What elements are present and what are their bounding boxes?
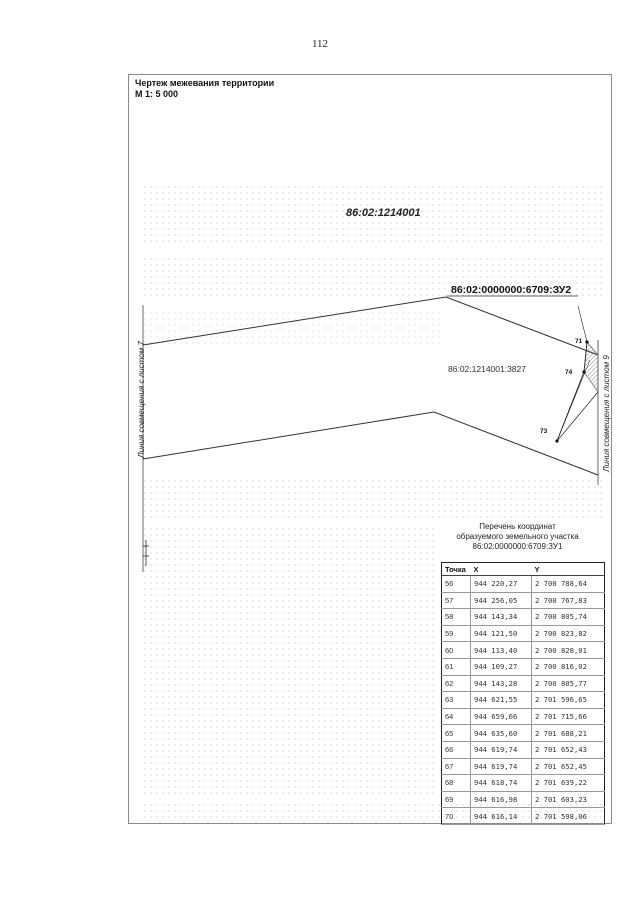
table-row xyxy=(442,576,605,593)
table-row xyxy=(442,775,605,792)
cell-point: 63 xyxy=(442,692,471,709)
cell-x: 944 616,14 xyxy=(471,808,532,825)
cell-y: 2 701 652,43 xyxy=(532,741,605,758)
cell-x: 944 113,40 xyxy=(471,642,532,659)
existing-parcel-label: 86:02:1214001:3827 xyxy=(448,364,526,374)
cell-y: 2 700 805,74 xyxy=(532,609,605,626)
cell-point: 60 xyxy=(442,642,471,659)
cell-y: 2 700 828,01 xyxy=(532,642,605,659)
cell-y: 2 701 715,66 xyxy=(532,708,605,725)
cell-x: 944 635,60 xyxy=(471,725,532,742)
page-number: 112 xyxy=(311,38,329,50)
caption-line-3: 86:02:0000000:6709:ЗУ1 xyxy=(472,542,563,551)
header-point: Точка xyxy=(442,563,471,576)
cell-point: 56 xyxy=(442,576,471,593)
cell-x: 944 143,28 xyxy=(471,675,532,692)
cell-y: 2 700 767,83 xyxy=(532,592,605,609)
cell-x: 944 619,74 xyxy=(471,758,532,775)
lower-boundary-line xyxy=(143,412,598,475)
cell-y: 2 701 639,22 xyxy=(532,775,605,792)
header-x: X xyxy=(471,563,532,576)
table-header-row xyxy=(442,563,605,576)
coordinates-caption xyxy=(430,522,605,552)
cell-point: 58 xyxy=(442,609,471,626)
cell-point: 62 xyxy=(442,675,471,692)
table-row xyxy=(442,808,605,825)
cell-y: 2 701 603,23 xyxy=(532,791,605,808)
point-74-marker xyxy=(582,370,585,373)
cell-x: 944 618,74 xyxy=(471,775,532,792)
survey-points xyxy=(555,340,588,442)
point-73-marker xyxy=(555,439,558,442)
point-73-label: 73 xyxy=(540,428,548,435)
right-sheet-line-label: Линия совмещения с листом 9 xyxy=(601,355,611,472)
quarter-number-label: 86:02:1214001 xyxy=(346,207,421,219)
table-row xyxy=(442,609,605,626)
table-row xyxy=(442,692,605,709)
table-row xyxy=(442,592,605,609)
point-74-label: 74 xyxy=(565,369,573,376)
cell-point: 69 xyxy=(442,791,471,808)
title-line-1: Чертеж межевания территории xyxy=(135,78,275,88)
cell-point: 57 xyxy=(442,592,471,609)
cell-point: 61 xyxy=(442,658,471,675)
coordinates-table xyxy=(441,562,605,825)
left-sheet-line-label: Линия совмещения с листом 7 xyxy=(136,341,146,458)
point-71-label: 71 xyxy=(575,338,583,345)
new-parcel-label: 86:02:0000000:6709:ЗУ2 xyxy=(451,284,572,296)
cell-point: 59 xyxy=(442,625,471,642)
cell-y: 2 701 598,06 xyxy=(532,808,605,825)
table-row xyxy=(442,658,605,675)
table-row xyxy=(442,642,605,659)
cell-y: 2 700 805,77 xyxy=(532,675,605,692)
cell-y: 2 701 688,21 xyxy=(532,725,605,742)
cell-point: 67 xyxy=(442,758,471,775)
cell-x: 944 121,50 xyxy=(471,625,532,642)
table-row xyxy=(442,708,605,725)
cell-x: 944 109,27 xyxy=(471,658,532,675)
table-row xyxy=(442,791,605,808)
caption-line-2: образуемого земельного участка xyxy=(456,532,579,541)
cell-y: 2 700 816,02 xyxy=(532,658,605,675)
cell-y: 2 700 788,64 xyxy=(532,576,605,593)
cell-point: 65 xyxy=(442,725,471,742)
cell-y: 2 701 596,65 xyxy=(532,692,605,709)
header-y: Y xyxy=(532,563,605,576)
cell-y: 2 701 652,45 xyxy=(532,758,605,775)
cell-point: 68 xyxy=(442,775,471,792)
cell-y: 2 700 823,82 xyxy=(532,625,605,642)
cell-x: 944 143,34 xyxy=(471,609,532,626)
caption-line-1: Перечень координат xyxy=(479,522,556,531)
cell-x: 944 220,27 xyxy=(471,576,532,593)
table-row xyxy=(442,675,605,692)
table-row xyxy=(442,741,605,758)
cell-x: 944 659,66 xyxy=(471,708,532,725)
table-row xyxy=(442,725,605,742)
cell-x: 944 256,05 xyxy=(471,592,532,609)
cell-x: 944 616,98 xyxy=(471,791,532,808)
title-scale: М 1: 5 000 xyxy=(135,89,179,99)
cell-point: 70 xyxy=(442,808,471,825)
table-row xyxy=(442,758,605,775)
cell-point: 64 xyxy=(442,708,471,725)
table-row xyxy=(442,625,605,642)
cell-x: 944 619,74 xyxy=(471,741,532,758)
cell-x: 944 621,55 xyxy=(471,692,532,709)
point-71-marker xyxy=(585,340,588,343)
cell-point: 66 xyxy=(442,741,471,758)
